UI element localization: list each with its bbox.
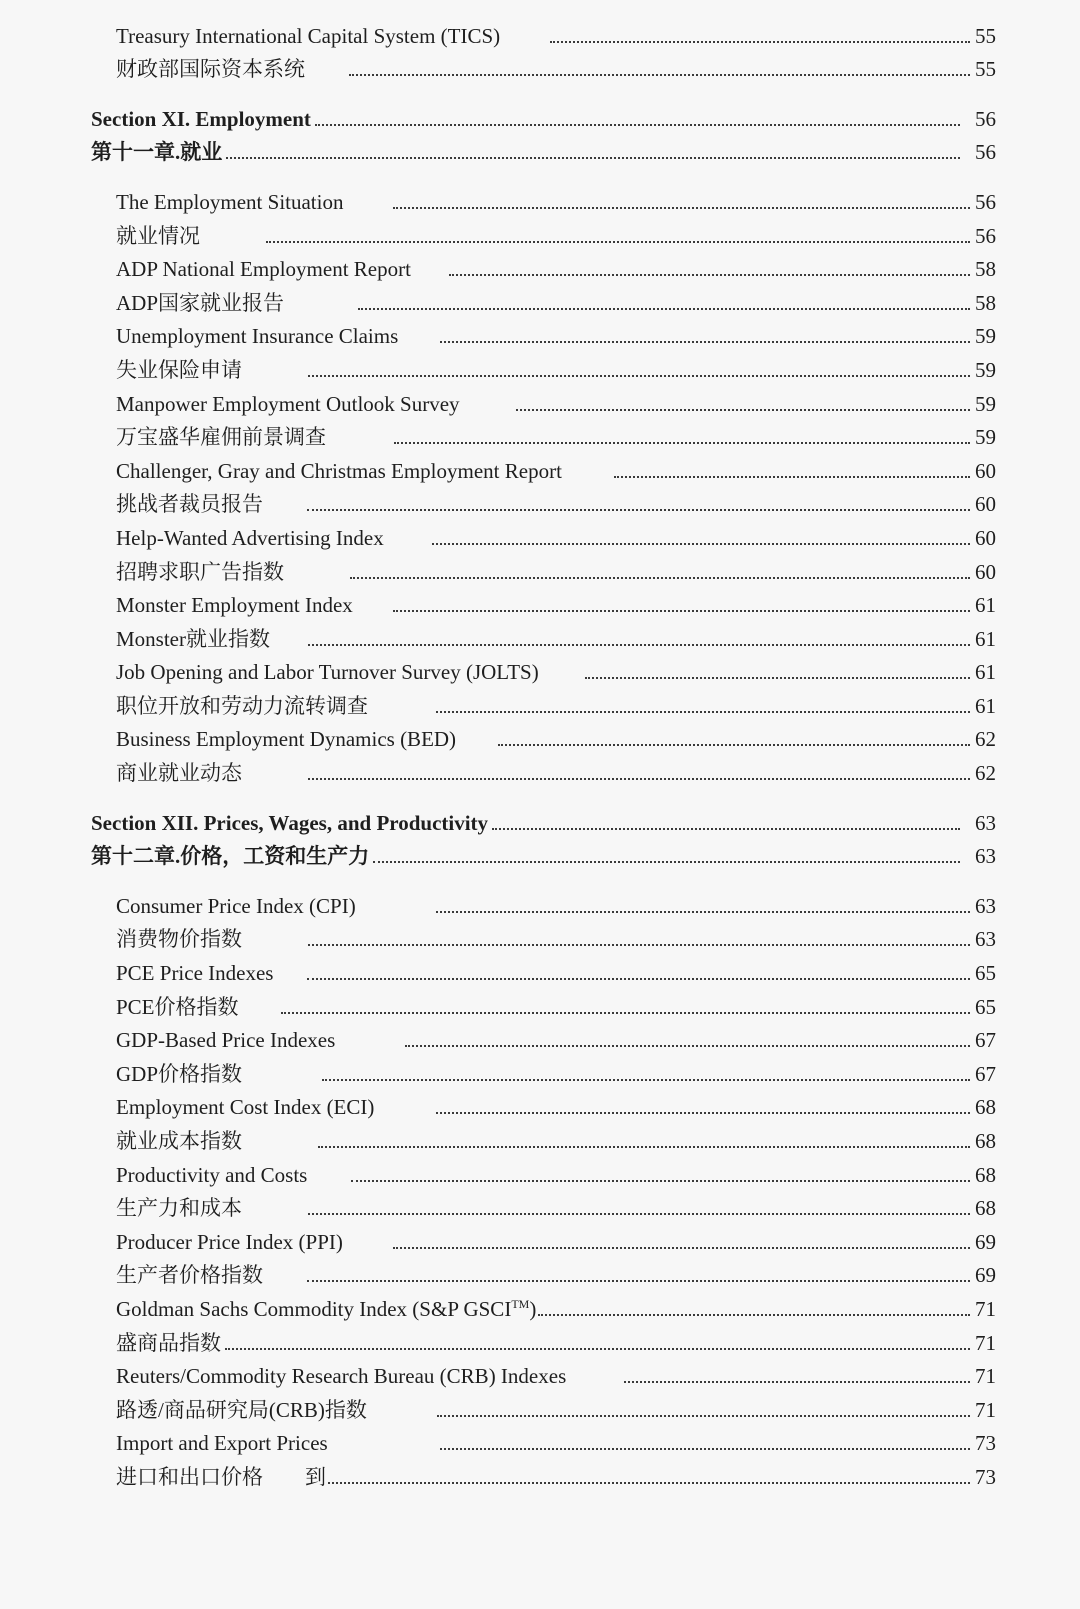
entry-title — [116, 995, 239, 1019]
page-number: 60 — [975, 559, 996, 584]
title-text: GDP-Based Price Indexes — [116, 1028, 336, 1053]
title-text: ADP National Employment Report — [116, 257, 411, 282]
dot-leader — [393, 610, 970, 612]
title-text: 第十一章.就业 — [91, 140, 223, 165]
toc-row-content — [0, 140, 996, 164]
toc-entry[interactable] — [0, 1226, 1080, 1260]
page-number: 62 — [975, 727, 996, 752]
page-number: 68 — [975, 1129, 996, 1153]
title-text: 失业保险申请 — [116, 357, 242, 382]
entry-title — [116, 1028, 335, 1052]
title-text: The Employment Situation — [116, 189, 344, 214]
title-text: Section XII. Prices, Wages, and Productivity — [91, 810, 489, 835]
title-text: Import and Export Prices — [116, 1431, 328, 1456]
entry-title — [116, 927, 242, 951]
title-text: 进口和出口价格 到 — [116, 1464, 326, 1489]
entry-title — [116, 257, 411, 281]
dot-leader — [516, 409, 970, 411]
toc-entry[interactable] — [0, 1092, 1080, 1126]
page-number: 69 — [975, 1229, 996, 1254]
entry-title — [116, 694, 368, 718]
toc-entry[interactable] — [0, 1025, 1080, 1059]
page-number: 68 — [975, 1196, 996, 1221]
toc-row-content — [0, 392, 996, 416]
toc-entry[interactable] — [0, 1260, 1080, 1294]
title-text: GDP价格指数 — [116, 1061, 243, 1086]
toc-row-content — [0, 1465, 996, 1489]
title-text: 盛商品指数 — [116, 1330, 221, 1355]
title-text: 就业情况 — [116, 223, 200, 248]
toc-row-content — [0, 1028, 996, 1052]
toc-entry[interactable] — [0, 1394, 1080, 1428]
entry-title — [116, 1095, 374, 1119]
toc-section-heading[interactable] — [0, 807, 1080, 841]
page-number: 61 — [975, 693, 996, 718]
dot-leader — [281, 1012, 970, 1014]
title-text: 就业成本指数 — [116, 1129, 242, 1153]
dot-leader — [351, 1180, 970, 1182]
title-text: Job Opening and Labor Turnover Survey (JOLTS) — [116, 660, 539, 685]
toc-section-heading[interactable] — [0, 137, 1080, 171]
toc-entry[interactable] — [0, 1293, 1080, 1327]
toc-entry[interactable] — [0, 20, 1080, 54]
entry-title — [116, 761, 242, 785]
dot-leader — [349, 74, 970, 76]
toc-entry[interactable] — [0, 1461, 1080, 1495]
toc-entry[interactable] — [0, 1428, 1080, 1462]
title-text: 生产力和成本 — [116, 1196, 242, 1221]
toc-entry[interactable] — [0, 522, 1080, 556]
toc-section-heading[interactable] — [0, 103, 1080, 137]
entry-title — [116, 727, 456, 751]
toc-row-content — [0, 844, 996, 868]
section-gap — [0, 170, 1080, 186]
entry-title — [116, 894, 356, 918]
toc-row-content — [0, 1196, 996, 1220]
title-text: 挑战者裁员报告 — [116, 492, 263, 517]
toc-row-content — [0, 358, 996, 382]
entry-title — [116, 459, 562, 483]
title-text: Monster就业指数 — [116, 626, 270, 651]
dot-leader — [308, 944, 970, 946]
page-number: 58 — [975, 290, 996, 315]
dot-leader — [624, 1381, 970, 1383]
trademark-superscript: TM — [511, 1296, 530, 1311]
title-text: Consumer Price Index (CPI) — [116, 893, 356, 918]
toc-row-content — [0, 1398, 996, 1422]
entry-title — [116, 1331, 221, 1355]
title-text: 生产者价格指数 — [116, 1263, 263, 1288]
title-text: 财政部国际资本系统 — [116, 57, 305, 82]
entry-title — [116, 660, 539, 684]
section-title — [91, 107, 311, 131]
toc-entry[interactable] — [0, 489, 1080, 523]
title-text: PCE价格指数 — [116, 994, 239, 1019]
dot-leader — [328, 1482, 970, 1484]
page-number: 61 — [975, 593, 996, 618]
toc-row-content — [0, 1263, 996, 1287]
entry-title — [116, 560, 284, 584]
dot-leader — [307, 978, 970, 980]
toc-row-content — [0, 24, 996, 48]
table-of-contents — [0, 20, 1080, 1495]
toc-section-heading[interactable] — [0, 841, 1080, 875]
toc-row-content — [0, 257, 996, 281]
entry-title — [116, 224, 200, 248]
dot-leader — [358, 308, 970, 310]
dot-leader — [308, 778, 970, 780]
entry-title — [116, 1431, 328, 1455]
toc-entry[interactable] — [0, 590, 1080, 624]
title-text: Producer Price Index (PPI) — [116, 1229, 343, 1254]
entry-title — [116, 1297, 536, 1321]
page-number: 73 — [975, 1431, 996, 1456]
toc-row-content — [0, 593, 996, 617]
toc-entry[interactable] — [0, 1361, 1080, 1395]
dot-leader — [226, 157, 960, 159]
dot-leader — [440, 1448, 970, 1450]
title-text: 招聘求职广告指数 — [116, 559, 284, 584]
title-text: Goldman Sachs Commodity Index (S&P GSCI — [116, 1296, 512, 1321]
dot-leader — [308, 375, 970, 377]
entry-title — [116, 961, 273, 985]
entry-title — [116, 593, 353, 617]
entry-title — [116, 1465, 326, 1489]
dot-leader — [318, 1146, 970, 1148]
toc-entry[interactable] — [0, 623, 1080, 657]
title-text: Business Employment Dynamics (BED) — [116, 727, 457, 752]
dot-leader — [436, 1112, 970, 1114]
page-number: 63 — [975, 893, 996, 918]
page-number: 56 — [975, 140, 996, 165]
dot-leader — [614, 476, 970, 478]
entry-title — [116, 1062, 242, 1086]
page-number: 71 — [975, 1330, 996, 1355]
page-number: 60 — [975, 492, 996, 517]
toc-row-content — [0, 190, 996, 214]
page-number: 69 — [975, 1263, 996, 1288]
toc-row-content — [0, 660, 996, 684]
entry-title — [116, 627, 270, 651]
toc-row-content — [0, 1095, 996, 1119]
page-number: 68 — [975, 1162, 996, 1187]
dot-leader — [393, 1247, 970, 1249]
toc-row-content — [0, 627, 996, 651]
entry-title — [116, 1398, 367, 1422]
page-number: 65 — [975, 961, 996, 986]
toc-row-content — [0, 324, 996, 348]
toc-entry[interactable] — [0, 690, 1080, 724]
entry-title — [116, 526, 384, 550]
entry-title — [116, 1263, 263, 1287]
dot-leader — [373, 861, 960, 863]
entry-title — [116, 324, 398, 348]
entry-title — [116, 1364, 566, 1388]
toc-row-content — [0, 1062, 996, 1086]
toc-entry[interactable] — [0, 321, 1080, 355]
toc-entry[interactable] — [0, 1058, 1080, 1092]
dot-leader — [405, 1045, 970, 1047]
title-text: 路透/商品研究局(CRB)指数 — [116, 1397, 367, 1422]
toc-entry[interactable] — [0, 757, 1080, 791]
page-number: 71 — [975, 1397, 996, 1422]
section-title — [91, 140, 222, 164]
toc-row-content — [0, 1297, 996, 1321]
toc-entry[interactable] — [0, 924, 1080, 958]
page-number: 58 — [975, 257, 996, 282]
toc-row-content — [0, 961, 996, 985]
toc-row-content — [0, 425, 996, 449]
page-number: 68 — [975, 1095, 996, 1120]
dot-leader — [315, 124, 960, 126]
toc-entry[interactable] — [0, 724, 1080, 758]
page-number: 55 — [975, 23, 996, 48]
section-gap — [0, 791, 1080, 807]
toc-row-content — [0, 927, 996, 951]
entry-title — [116, 392, 460, 416]
toc-entry[interactable] — [0, 1193, 1080, 1227]
toc-row-content — [0, 1331, 996, 1355]
entry-title — [116, 425, 326, 449]
toc-row-content — [0, 459, 996, 483]
dot-leader — [585, 677, 970, 679]
entry-title — [116, 57, 305, 81]
toc-entry[interactable] — [0, 54, 1080, 88]
page-number: 60 — [975, 525, 996, 550]
title-text: Manpower Employment Outlook Survey — [116, 391, 460, 416]
dot-leader — [307, 1280, 970, 1282]
dot-leader — [492, 828, 960, 830]
toc-entry[interactable] — [0, 657, 1080, 691]
page-number: 59 — [975, 357, 996, 382]
toc-entry[interactable] — [0, 1125, 1080, 1159]
toc-entry[interactable] — [0, 556, 1080, 590]
title-text: Section XI. Employment — [91, 106, 311, 131]
entry-title — [116, 190, 343, 214]
page-number: 73 — [975, 1464, 996, 1489]
page-number: 65 — [975, 994, 996, 1019]
toc-entry[interactable] — [0, 354, 1080, 388]
page-number: 67 — [975, 1028, 996, 1053]
toc-row-content — [0, 560, 996, 584]
dot-leader — [440, 341, 970, 343]
toc-row-content — [0, 761, 996, 785]
dot-leader — [436, 711, 970, 713]
page-number: 63 — [975, 810, 996, 835]
toc-entry[interactable] — [0, 890, 1080, 924]
toc-entry[interactable] — [0, 422, 1080, 456]
entry-title — [116, 24, 500, 48]
toc-row-content — [0, 894, 996, 918]
title-text: Unemployment Insurance Claims — [116, 324, 399, 349]
toc-row-content — [0, 727, 996, 751]
toc-entry[interactable] — [0, 455, 1080, 489]
section-title — [91, 811, 488, 835]
dot-leader — [322, 1079, 970, 1081]
page-number: 67 — [975, 1061, 996, 1086]
dot-leader — [394, 442, 970, 444]
toc-row-content — [0, 1230, 996, 1254]
title-text: 职位开放和劳动力流转调查 — [116, 693, 368, 718]
toc-row-content — [0, 57, 996, 81]
page-number: 63 — [975, 927, 996, 952]
title-text-end: ) — [529, 1296, 537, 1321]
page-number: 62 — [975, 761, 996, 786]
toc-row-content — [0, 694, 996, 718]
page-number: 56 — [975, 223, 996, 248]
page-number: 55 — [975, 57, 996, 82]
toc-row-content — [0, 492, 996, 516]
toc-entry[interactable] — [0, 287, 1080, 321]
toc-row-content — [0, 1364, 996, 1388]
toc-entry[interactable] — [0, 388, 1080, 422]
toc-entry[interactable] — [0, 991, 1080, 1025]
page-number: 59 — [975, 324, 996, 349]
entry-title — [116, 1230, 343, 1254]
toc-entry[interactable] — [0, 1159, 1080, 1193]
page-number: 61 — [975, 660, 996, 685]
entry-title — [116, 1163, 307, 1187]
dot-leader — [437, 1415, 970, 1417]
section-gap — [0, 874, 1080, 890]
toc-row-content — [0, 1129, 996, 1153]
title-text: 商业就业动态 — [116, 761, 242, 786]
page-number: 63 — [975, 844, 996, 869]
title-text: Productivity and Costs — [116, 1162, 308, 1187]
section-title — [91, 844, 369, 868]
toc-entry[interactable] — [0, 186, 1080, 220]
page-number: 59 — [975, 391, 996, 416]
title-text: Challenger, Gray and Christmas Employment Report — [116, 458, 562, 483]
toc-row-content — [0, 291, 996, 315]
title-text: 消费物价指数 — [116, 927, 242, 952]
page-number: 71 — [975, 1296, 996, 1321]
dot-leader — [393, 207, 970, 209]
entry-title — [116, 358, 242, 382]
toc-entry[interactable] — [0, 254, 1080, 288]
toc-entry[interactable] — [0, 220, 1080, 254]
toc-row-content — [0, 1163, 996, 1187]
page-number: 61 — [975, 626, 996, 651]
entry-title — [116, 291, 284, 315]
dot-leader — [449, 274, 970, 276]
page-number: 59 — [975, 425, 996, 450]
section-gap — [0, 87, 1080, 103]
toc-row-content — [0, 995, 996, 1019]
entry-title — [116, 1129, 242, 1153]
dot-leader — [225, 1348, 970, 1350]
toc-row-content — [0, 526, 996, 550]
dot-leader — [550, 41, 970, 43]
toc-row-content — [0, 1431, 996, 1455]
dot-leader — [436, 911, 970, 913]
dot-leader — [307, 509, 970, 511]
dot-leader — [432, 543, 970, 545]
entry-title — [116, 492, 263, 516]
title-text: ADP国家就业报告 — [116, 290, 285, 315]
dot-leader — [308, 644, 970, 646]
title-text: PCE Price Indexes — [116, 961, 274, 986]
dot-leader — [266, 241, 970, 243]
dot-leader — [538, 1314, 970, 1316]
dot-leader — [498, 744, 970, 746]
title-text: 第十二章.价格，工资和生产力 — [91, 844, 370, 869]
title-text: 万宝盛华雇佣前景调查 — [116, 425, 326, 450]
title-text: Treasury International Capital System (TICS) — [116, 23, 501, 48]
page-number: 56 — [975, 189, 996, 214]
toc-row-content — [0, 224, 996, 248]
toc-entry[interactable] — [0, 1327, 1080, 1361]
toc-entry[interactable] — [0, 957, 1080, 991]
toc-row-content — [0, 107, 996, 131]
dot-leader — [308, 1213, 970, 1215]
entry-title — [116, 1196, 242, 1220]
title-text: Monster Employment Index — [116, 593, 353, 618]
title-text: Reuters/Commodity Research Bureau (CRB) Indexes — [116, 1364, 567, 1389]
title-text: Employment Cost Index (ECI) — [116, 1095, 375, 1120]
dot-leader — [350, 577, 970, 579]
page-number: 60 — [975, 458, 996, 483]
page-number: 56 — [975, 106, 996, 131]
title-text: Help-Wanted Advertising Index — [116, 525, 384, 550]
page-number: 71 — [975, 1364, 996, 1389]
toc-row-content — [0, 811, 996, 835]
